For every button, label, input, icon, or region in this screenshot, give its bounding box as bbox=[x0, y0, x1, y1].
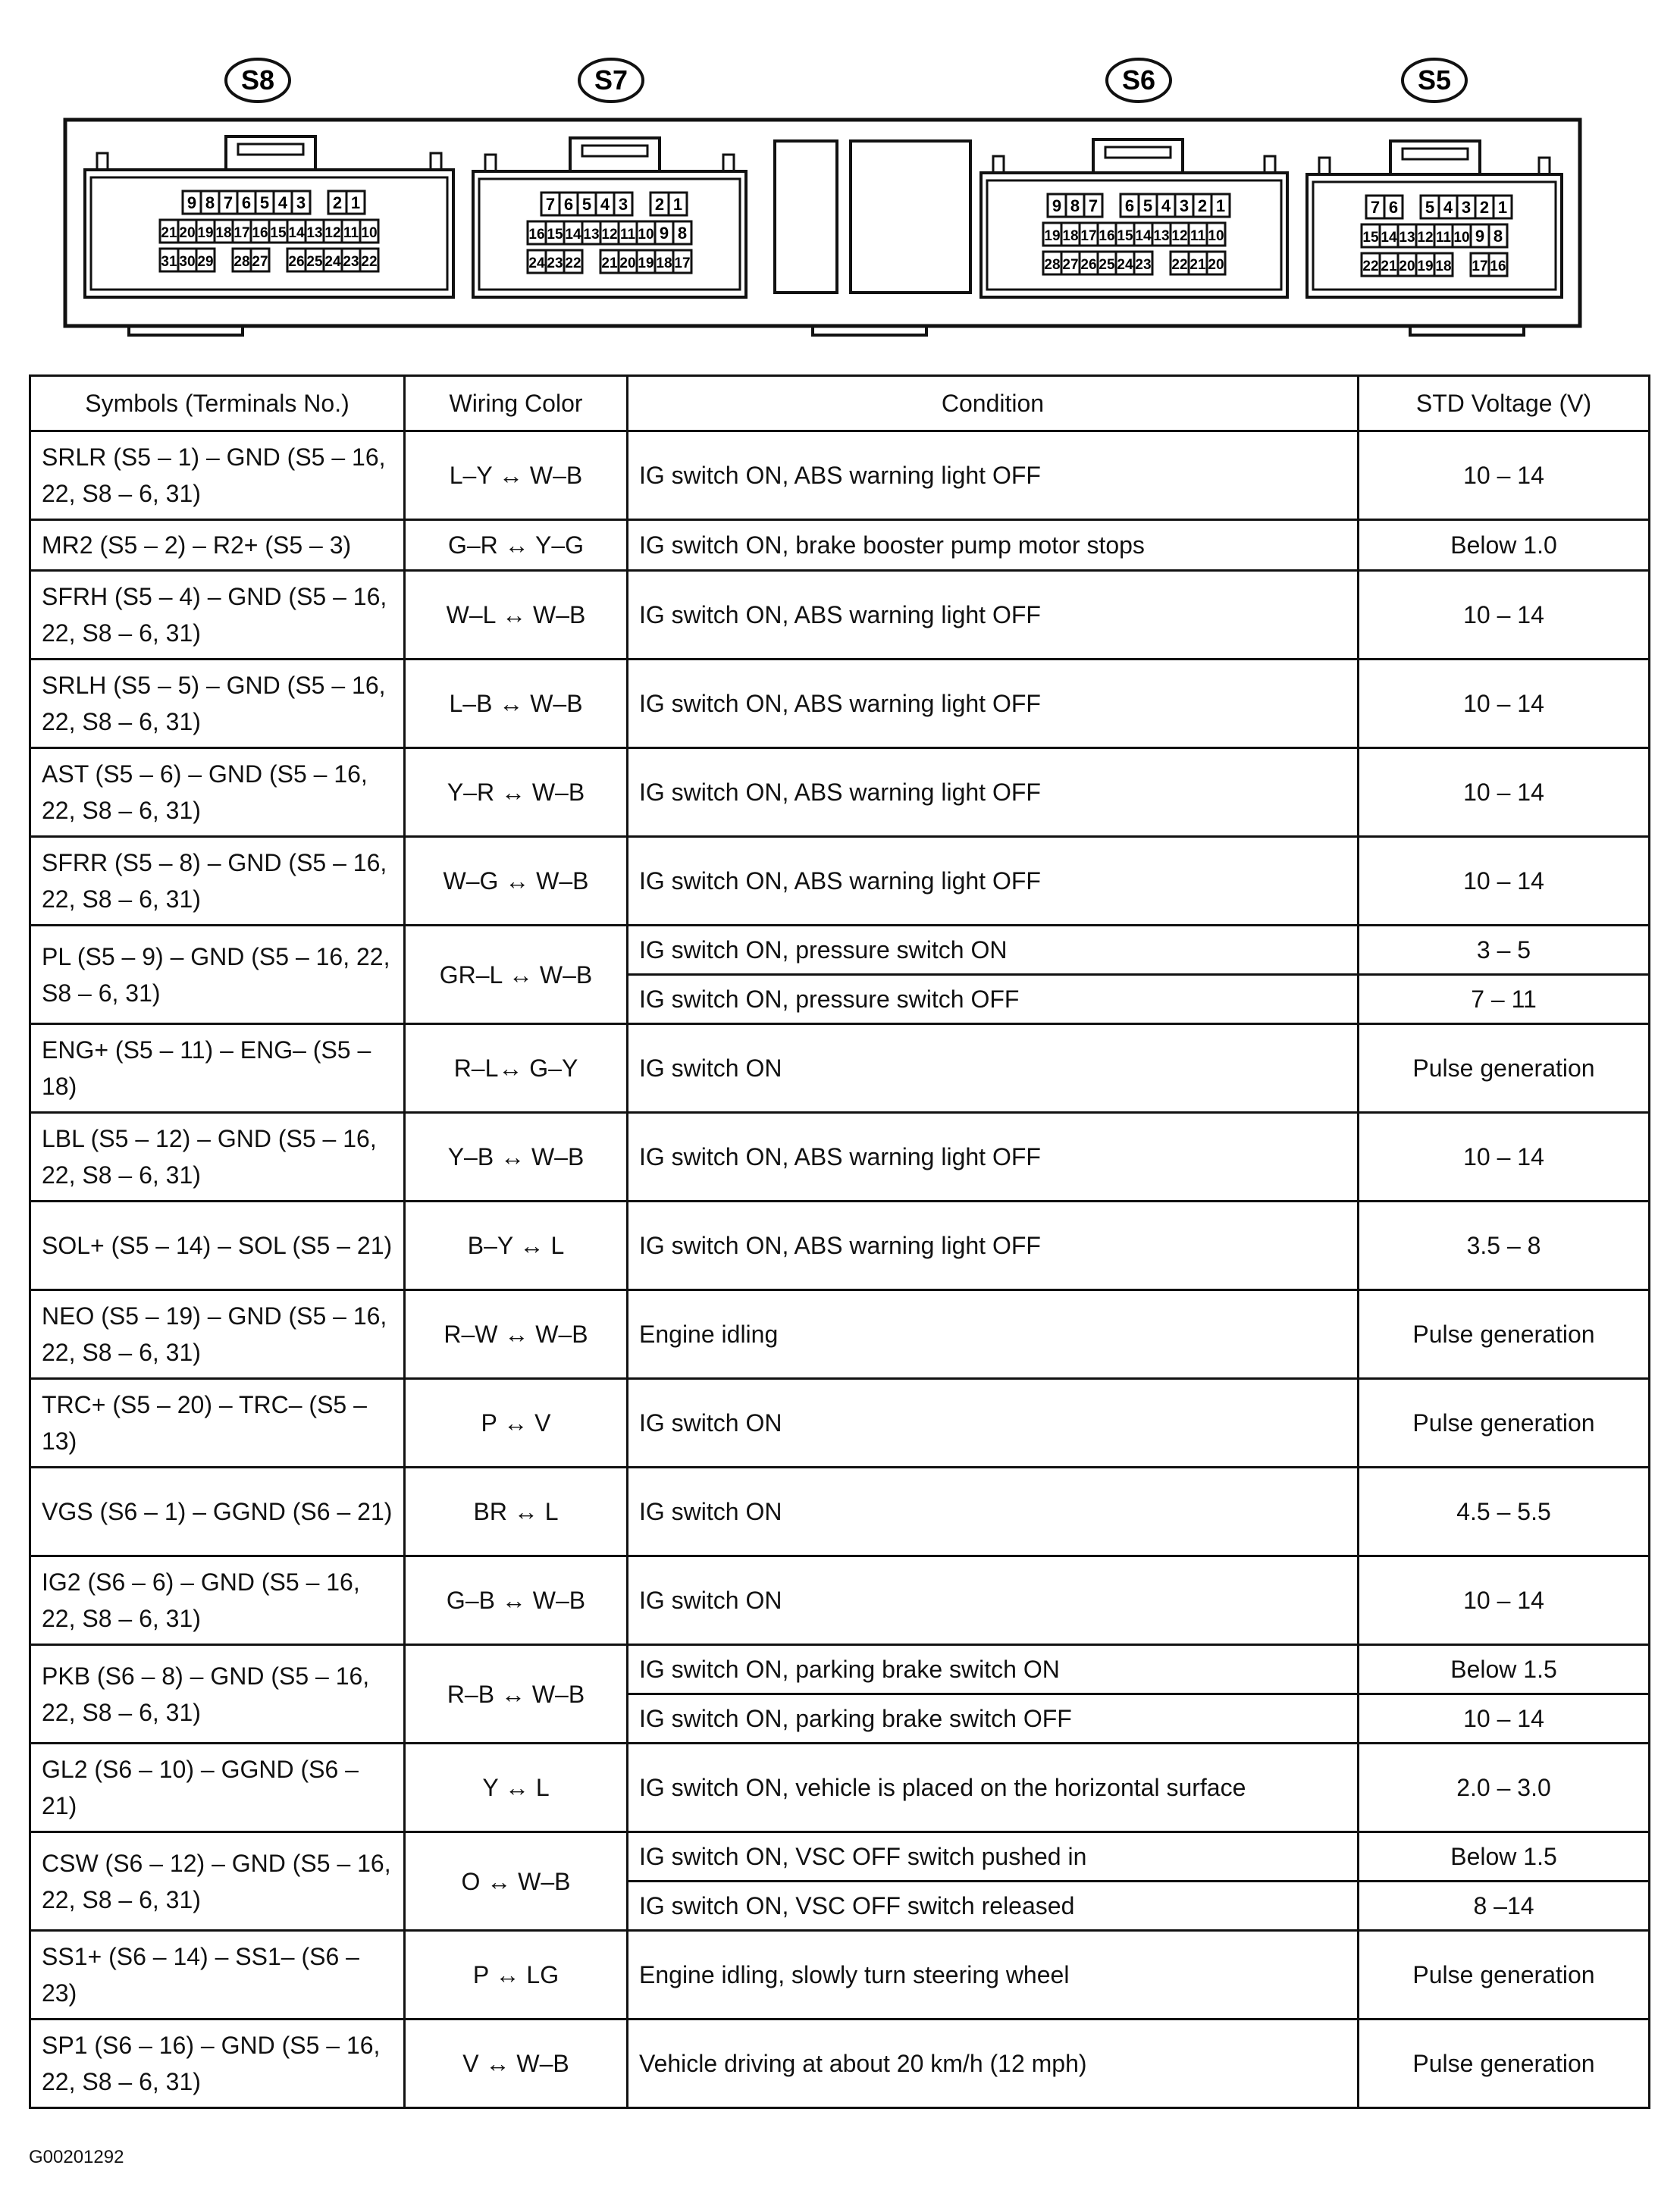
connector-latch-slot bbox=[1105, 147, 1171, 158]
pin-number: 20 bbox=[1399, 259, 1415, 274]
symbol-cell: SP1 (S6 – 16) – GND (S5 – 16, 22, S8 – 6, 31) bbox=[30, 2020, 405, 2108]
pin-number: 5 bbox=[1425, 198, 1435, 217]
pin-number: 19 bbox=[638, 255, 654, 271]
wiring-color-cell: R–B ↔ W–B bbox=[405, 1645, 628, 1744]
std-voltage-cell: Below 1.5 bbox=[1359, 1832, 1650, 1882]
std-voltage-cell: 10 – 14 bbox=[1359, 748, 1650, 837]
pin-number: 15 bbox=[270, 225, 287, 241]
condition-cell: IG switch ON, pressure switch ON bbox=[628, 926, 1359, 975]
pin-number: 22 bbox=[1362, 259, 1379, 274]
connector-ear bbox=[993, 156, 1004, 173]
wiring-color-cell: Y–B ↔ W–B bbox=[405, 1113, 628, 1202]
symbol-cell: ENG+ (S5 – 11) – ENG– (S5 – 18) bbox=[30, 1024, 405, 1113]
pin-number: 2 bbox=[332, 193, 343, 212]
pin-number: 1 bbox=[1497, 198, 1508, 217]
connector-latch bbox=[1093, 139, 1183, 173]
pin-number: 3 bbox=[1461, 198, 1472, 217]
pin-number: 1 bbox=[672, 195, 683, 214]
std-voltage-cell: 10 – 14 bbox=[1359, 1113, 1650, 1202]
symbol-cell: AST (S5 – 6) – GND (S5 – 16, 22, S8 – 6, 31) bbox=[30, 748, 405, 837]
std-voltage-cell: 2.0 – 3.0 bbox=[1359, 1744, 1650, 1832]
pin-number: 18 bbox=[656, 255, 672, 271]
table-row bbox=[30, 660, 1650, 748]
condition-cell: IG switch ON, parking brake switch ON bbox=[628, 1645, 1359, 1694]
pin-number: 15 bbox=[1362, 230, 1379, 246]
pin-number: 28 bbox=[234, 254, 250, 270]
pin-number: 15 bbox=[547, 227, 563, 243]
pin-number: 5 bbox=[259, 193, 270, 212]
wiring-color-cell: G–R ↔ Y–G bbox=[405, 520, 628, 571]
pin-number: 16 bbox=[1490, 259, 1506, 274]
pin-number: 2 bbox=[1197, 196, 1208, 215]
pin-number: 6 bbox=[241, 193, 252, 212]
pin-number: 16 bbox=[1099, 228, 1115, 244]
table-row bbox=[30, 1744, 1650, 1832]
pin-number: 23 bbox=[343, 254, 359, 270]
pin-number: 15 bbox=[1117, 228, 1133, 244]
pin-number: 5 bbox=[581, 195, 592, 214]
pin-number: 11 bbox=[343, 225, 359, 241]
pin-number: 13 bbox=[1399, 230, 1415, 246]
symbol-cell: NEO (S5 – 19) – GND (S5 – 16, 22, S8 – 6, 31) bbox=[30, 1290, 405, 1379]
pin-number: 3 bbox=[296, 193, 306, 212]
condition-cell: IG switch ON, brake booster pump motor stops bbox=[628, 520, 1359, 571]
std-voltage-cell: 8 –14 bbox=[1359, 1882, 1650, 1931]
header-condition: Condition bbox=[628, 376, 1359, 431]
connector-latch bbox=[226, 136, 315, 170]
table-row bbox=[30, 1379, 1650, 1468]
wiring-color-cell: Y ↔ L bbox=[405, 1744, 628, 1832]
pin-number: 26 bbox=[288, 254, 305, 270]
pin-number: 21 bbox=[1189, 257, 1206, 273]
pin-number: 18 bbox=[215, 225, 232, 241]
pin-number: 12 bbox=[324, 225, 341, 241]
pin-number: 23 bbox=[547, 255, 563, 271]
blank-socket bbox=[775, 141, 837, 293]
table-row bbox=[30, 1645, 1650, 1694]
pin-number: 21 bbox=[1381, 259, 1397, 274]
wiring-color-cell: W–L ↔ W–B bbox=[405, 571, 628, 660]
pin-number: 4 bbox=[600, 195, 610, 214]
condition-cell: IG switch ON, ABS warning light OFF bbox=[628, 571, 1359, 660]
connector-latch bbox=[1390, 141, 1480, 174]
pin-number: 16 bbox=[528, 227, 545, 243]
std-voltage-cell: 7 – 11 bbox=[1359, 975, 1650, 1024]
pin-number: 23 bbox=[1135, 257, 1152, 273]
wiring-color-cell: BR ↔ L bbox=[405, 1468, 628, 1556]
pin-number: 11 bbox=[619, 227, 636, 243]
pin-number: 12 bbox=[1417, 230, 1434, 246]
symbol-cell: MR2 (S5 – 2) – R2+ (S5 – 3) bbox=[30, 520, 405, 571]
connector-latch-slot bbox=[238, 144, 303, 155]
pin-number: 24 bbox=[324, 254, 341, 270]
symbol-cell: TRC+ (S5 – 20) – TRC– (S5 – 13) bbox=[30, 1379, 405, 1468]
condition-cell: IG switch ON bbox=[628, 1468, 1359, 1556]
symbol-cell: LBL (S5 – 12) – GND (S5 – 16, 22, S8 – 6, 31) bbox=[30, 1113, 405, 1202]
connector-ear bbox=[1539, 158, 1550, 174]
pin-number: 6 bbox=[1388, 198, 1399, 217]
pin-number: 13 bbox=[583, 227, 600, 243]
blank-socket bbox=[851, 141, 970, 293]
std-voltage-cell: Below 1.5 bbox=[1359, 1645, 1650, 1694]
std-voltage-cell: Pulse generation bbox=[1359, 2020, 1650, 2108]
symbol-cell: CSW (S6 – 12) – GND (S5 – 16, 22, S8 – 6, 31) bbox=[30, 1832, 405, 1931]
table-row bbox=[30, 571, 1650, 660]
wiring-color-cell: V ↔ W–B bbox=[405, 2020, 628, 2108]
wiring-color-cell: L–Y ↔ W–B bbox=[405, 431, 628, 520]
pin-number: 14 bbox=[1135, 228, 1152, 244]
pin-number: 6 bbox=[563, 195, 574, 214]
symbol-cell: SS1+ (S6 – 14) – SS1– (S6 – 23) bbox=[30, 1931, 405, 2020]
pin-number: 8 bbox=[1493, 227, 1503, 246]
pin-number: 7 bbox=[1370, 198, 1381, 217]
pin-number: 13 bbox=[306, 225, 323, 241]
pin-number: 24 bbox=[1117, 257, 1133, 273]
table-row bbox=[30, 748, 1650, 837]
symbol-cell: SFRH (S5 – 4) – GND (S5 – 16, 22, S8 – 6, 31) bbox=[30, 571, 405, 660]
condition-cell: Engine idling, slowly turn steering wheel bbox=[628, 1931, 1359, 2020]
pin-number: 1 bbox=[1215, 196, 1226, 215]
pin-number: 24 bbox=[528, 255, 545, 271]
wiring-color-cell: L–B ↔ W–B bbox=[405, 660, 628, 748]
condition-cell: IG switch ON, VSC OFF switch pushed in bbox=[628, 1832, 1359, 1882]
pin-number: 29 bbox=[197, 254, 214, 270]
condition-cell: IG switch ON, ABS warning light OFF bbox=[628, 1202, 1359, 1290]
pin-number: 1 bbox=[350, 193, 361, 212]
wiring-color-cell: Y–R ↔ W–B bbox=[405, 748, 628, 837]
wiring-color-cell: B–Y ↔ L bbox=[405, 1202, 628, 1290]
pin-number: 17 bbox=[674, 255, 691, 271]
pin-number: 11 bbox=[1189, 228, 1206, 244]
pin-number: 8 bbox=[205, 193, 215, 212]
std-voltage-cell: Pulse generation bbox=[1359, 1024, 1650, 1113]
condition-cell: IG switch ON, ABS warning light OFF bbox=[628, 660, 1359, 748]
pin-number: 18 bbox=[1435, 259, 1452, 274]
figure-code: G00201292 bbox=[29, 2147, 124, 2167]
table-row bbox=[30, 431, 1650, 520]
wiring-color-cell: R–L↔ G–Y bbox=[405, 1024, 628, 1113]
pin-number: 10 bbox=[1208, 228, 1224, 244]
condition-cell: IG switch ON, ABS warning light OFF bbox=[628, 748, 1359, 837]
pin-number: 28 bbox=[1044, 257, 1061, 273]
connector-ear bbox=[1265, 156, 1275, 173]
pin-number: 20 bbox=[619, 255, 636, 271]
pin-number: 9 bbox=[186, 193, 197, 212]
connector-label: S6 bbox=[1121, 64, 1156, 96]
pin-number: 9 bbox=[659, 224, 669, 243]
pin-number: 11 bbox=[1435, 230, 1452, 246]
pin-number: 25 bbox=[1099, 257, 1115, 273]
connector-latch-slot bbox=[582, 146, 647, 156]
pin-number: 25 bbox=[306, 254, 323, 270]
pin-number: 22 bbox=[565, 255, 581, 271]
pin-number: 4 bbox=[1161, 196, 1171, 215]
pin-number: 7 bbox=[1088, 196, 1099, 215]
connector-latch bbox=[570, 138, 660, 171]
condition-cell: IG switch ON, ABS warning light OFF bbox=[628, 1113, 1359, 1202]
table-row bbox=[30, 1556, 1650, 1645]
connector-label: S5 bbox=[1417, 64, 1452, 96]
pin-number: 10 bbox=[1453, 230, 1470, 246]
pin-number: 10 bbox=[361, 225, 378, 241]
std-voltage-cell: 10 – 14 bbox=[1359, 1694, 1650, 1744]
wiring-color-cell: G–B ↔ W–B bbox=[405, 1556, 628, 1645]
symbol-cell: SOL+ (S5 – 14) – SOL (S5 – 21) bbox=[30, 1202, 405, 1290]
header-std-voltage: STD Voltage (V) bbox=[1359, 376, 1650, 431]
table-row bbox=[30, 1290, 1650, 1379]
pin-number: 3 bbox=[618, 195, 628, 214]
connector-ear bbox=[431, 153, 441, 170]
std-voltage-cell: 10 – 14 bbox=[1359, 660, 1650, 748]
pin-number: 18 bbox=[1062, 228, 1079, 244]
pin-number: 10 bbox=[638, 227, 654, 243]
header-symbols: Symbols (Terminals No.) bbox=[30, 376, 405, 431]
pin-number: 14 bbox=[565, 227, 581, 243]
symbol-cell: VGS (S6 – 1) – GGND (S6 – 21) bbox=[30, 1468, 405, 1556]
pin-number: 9 bbox=[1475, 227, 1485, 246]
table-header-row bbox=[30, 376, 1650, 431]
terminal-voltage-table bbox=[29, 374, 1650, 2109]
symbol-cell: PL (S5 – 9) – GND (S5 – 16, 22, S8 – 6, 31) bbox=[30, 926, 405, 1024]
symbol-cell: PKB (S6 – 8) – GND (S5 – 16, 22, S8 – 6, 31) bbox=[30, 1645, 405, 1744]
condition-cell: IG switch ON, VSC OFF switch released bbox=[628, 1882, 1359, 1931]
pin-number: 20 bbox=[1208, 257, 1224, 273]
pin-number: 8 bbox=[677, 224, 688, 243]
pin-number: 21 bbox=[601, 255, 618, 271]
std-voltage-cell: 3.5 – 8 bbox=[1359, 1202, 1650, 1290]
wiring-color-cell: P ↔ LG bbox=[405, 1931, 628, 2020]
condition-cell: IG switch ON bbox=[628, 1379, 1359, 1468]
condition-cell: IG switch ON, ABS warning light OFF bbox=[628, 431, 1359, 520]
pin-number: 26 bbox=[1080, 257, 1097, 273]
pin-number: 19 bbox=[1044, 228, 1061, 244]
pin-number: 17 bbox=[234, 225, 250, 241]
table-row bbox=[30, 1202, 1650, 1290]
condition-cell: IG switch ON, vehicle is placed on the horizontal surface bbox=[628, 1744, 1359, 1832]
connector-label: S8 bbox=[240, 64, 275, 96]
ecu-connector-diagram bbox=[0, 0, 1680, 364]
table-row bbox=[30, 520, 1650, 571]
condition-cell: IG switch ON, parking brake switch OFF bbox=[628, 1694, 1359, 1744]
symbol-cell: GL2 (S6 – 10) – GGND (S6 – 21) bbox=[30, 1744, 405, 1832]
pin-number: 31 bbox=[161, 254, 177, 270]
pin-number: 5 bbox=[1142, 196, 1153, 215]
wiring-color-cell: W–G ↔ W–B bbox=[405, 837, 628, 926]
pin-number: 17 bbox=[1472, 259, 1488, 274]
pin-number: 27 bbox=[252, 254, 268, 270]
table-row bbox=[30, 1113, 1650, 1202]
pin-number: 21 bbox=[161, 225, 177, 241]
table-row bbox=[30, 1832, 1650, 1882]
condition-cell: IG switch ON bbox=[628, 1024, 1359, 1113]
pin-number: 12 bbox=[1171, 228, 1188, 244]
pin-number: 2 bbox=[654, 195, 665, 214]
pin-number: 17 bbox=[1080, 228, 1097, 244]
pin-number: 3 bbox=[1179, 196, 1189, 215]
pin-number: 13 bbox=[1153, 228, 1170, 244]
pin-number: 14 bbox=[1381, 230, 1397, 246]
std-voltage-cell: Pulse generation bbox=[1359, 1290, 1650, 1379]
pin-number: 27 bbox=[1062, 257, 1079, 273]
header-wiring-color: Wiring Color bbox=[405, 376, 628, 431]
pin-number: 20 bbox=[179, 225, 196, 241]
symbol-cell: IG2 (S6 – 6) – GND (S5 – 16, 22, S8 – 6, 31) bbox=[30, 1556, 405, 1645]
std-voltage-cell: 10 – 14 bbox=[1359, 571, 1650, 660]
pin-number: 19 bbox=[1417, 259, 1434, 274]
std-voltage-cell: 10 – 14 bbox=[1359, 1556, 1650, 1645]
pin-number: 8 bbox=[1070, 196, 1080, 215]
connector-ear bbox=[723, 155, 734, 171]
pin-number: 7 bbox=[545, 195, 556, 214]
connector-ear bbox=[97, 153, 108, 170]
wiring-color-cell: P ↔ V bbox=[405, 1379, 628, 1468]
std-voltage-cell: 10 – 14 bbox=[1359, 837, 1650, 926]
pin-number: 14 bbox=[288, 225, 305, 241]
std-voltage-cell: Pulse generation bbox=[1359, 1379, 1650, 1468]
pin-number: 16 bbox=[252, 225, 268, 241]
table-row bbox=[30, 837, 1650, 926]
condition-cell: Vehicle driving at about 20 km/h (12 mph) bbox=[628, 2020, 1359, 2108]
std-voltage-cell: Below 1.0 bbox=[1359, 520, 1650, 571]
condition-cell: IG switch ON, ABS warning light OFF bbox=[628, 837, 1359, 926]
table-row bbox=[30, 1468, 1650, 1556]
symbol-cell: SRLH (S5 – 5) – GND (S5 – 16, 22, S8 – 6, 31) bbox=[30, 660, 405, 748]
connector-ear bbox=[1319, 158, 1330, 174]
pin-number: 2 bbox=[1479, 198, 1490, 217]
pin-number: 6 bbox=[1124, 196, 1135, 215]
symbol-cell: SFRR (S5 – 8) – GND (S5 – 16, 22, S8 – 6, 31) bbox=[30, 837, 405, 926]
pin-number: 4 bbox=[1443, 198, 1453, 217]
std-voltage-cell: Pulse generation bbox=[1359, 1931, 1650, 2020]
wiring-color-cell: O ↔ W–B bbox=[405, 1832, 628, 1931]
pin-number: 19 bbox=[197, 225, 214, 241]
pin-number: 7 bbox=[223, 193, 234, 212]
pin-number: 30 bbox=[179, 254, 196, 270]
connector-latch-slot bbox=[1403, 149, 1468, 159]
connector-ear bbox=[485, 155, 496, 171]
table-row bbox=[30, 1931, 1650, 2020]
connector-label: S7 bbox=[594, 64, 628, 96]
pin-number: 4 bbox=[277, 193, 288, 212]
std-voltage-cell: 4.5 – 5.5 bbox=[1359, 1468, 1650, 1556]
condition-cell: Engine idling bbox=[628, 1290, 1359, 1379]
wiring-color-cell: GR–L ↔ W–B bbox=[405, 926, 628, 1024]
std-voltage-cell: 10 – 14 bbox=[1359, 431, 1650, 520]
pin-number: 22 bbox=[361, 254, 378, 270]
table-row bbox=[30, 2020, 1650, 2108]
pin-number: 22 bbox=[1171, 257, 1188, 273]
table-row bbox=[30, 1024, 1650, 1113]
std-voltage-cell: 3 – 5 bbox=[1359, 926, 1650, 975]
condition-cell: IG switch ON, pressure switch OFF bbox=[628, 975, 1359, 1024]
condition-cell: IG switch ON bbox=[628, 1556, 1359, 1645]
symbol-cell: SRLR (S5 – 1) – GND (S5 – 16, 22, S8 – 6, 31) bbox=[30, 431, 405, 520]
pin-number: 9 bbox=[1052, 196, 1062, 215]
wiring-color-cell: R–W ↔ W–B bbox=[405, 1290, 628, 1379]
pin-number: 12 bbox=[601, 227, 618, 243]
table-row bbox=[30, 926, 1650, 975]
